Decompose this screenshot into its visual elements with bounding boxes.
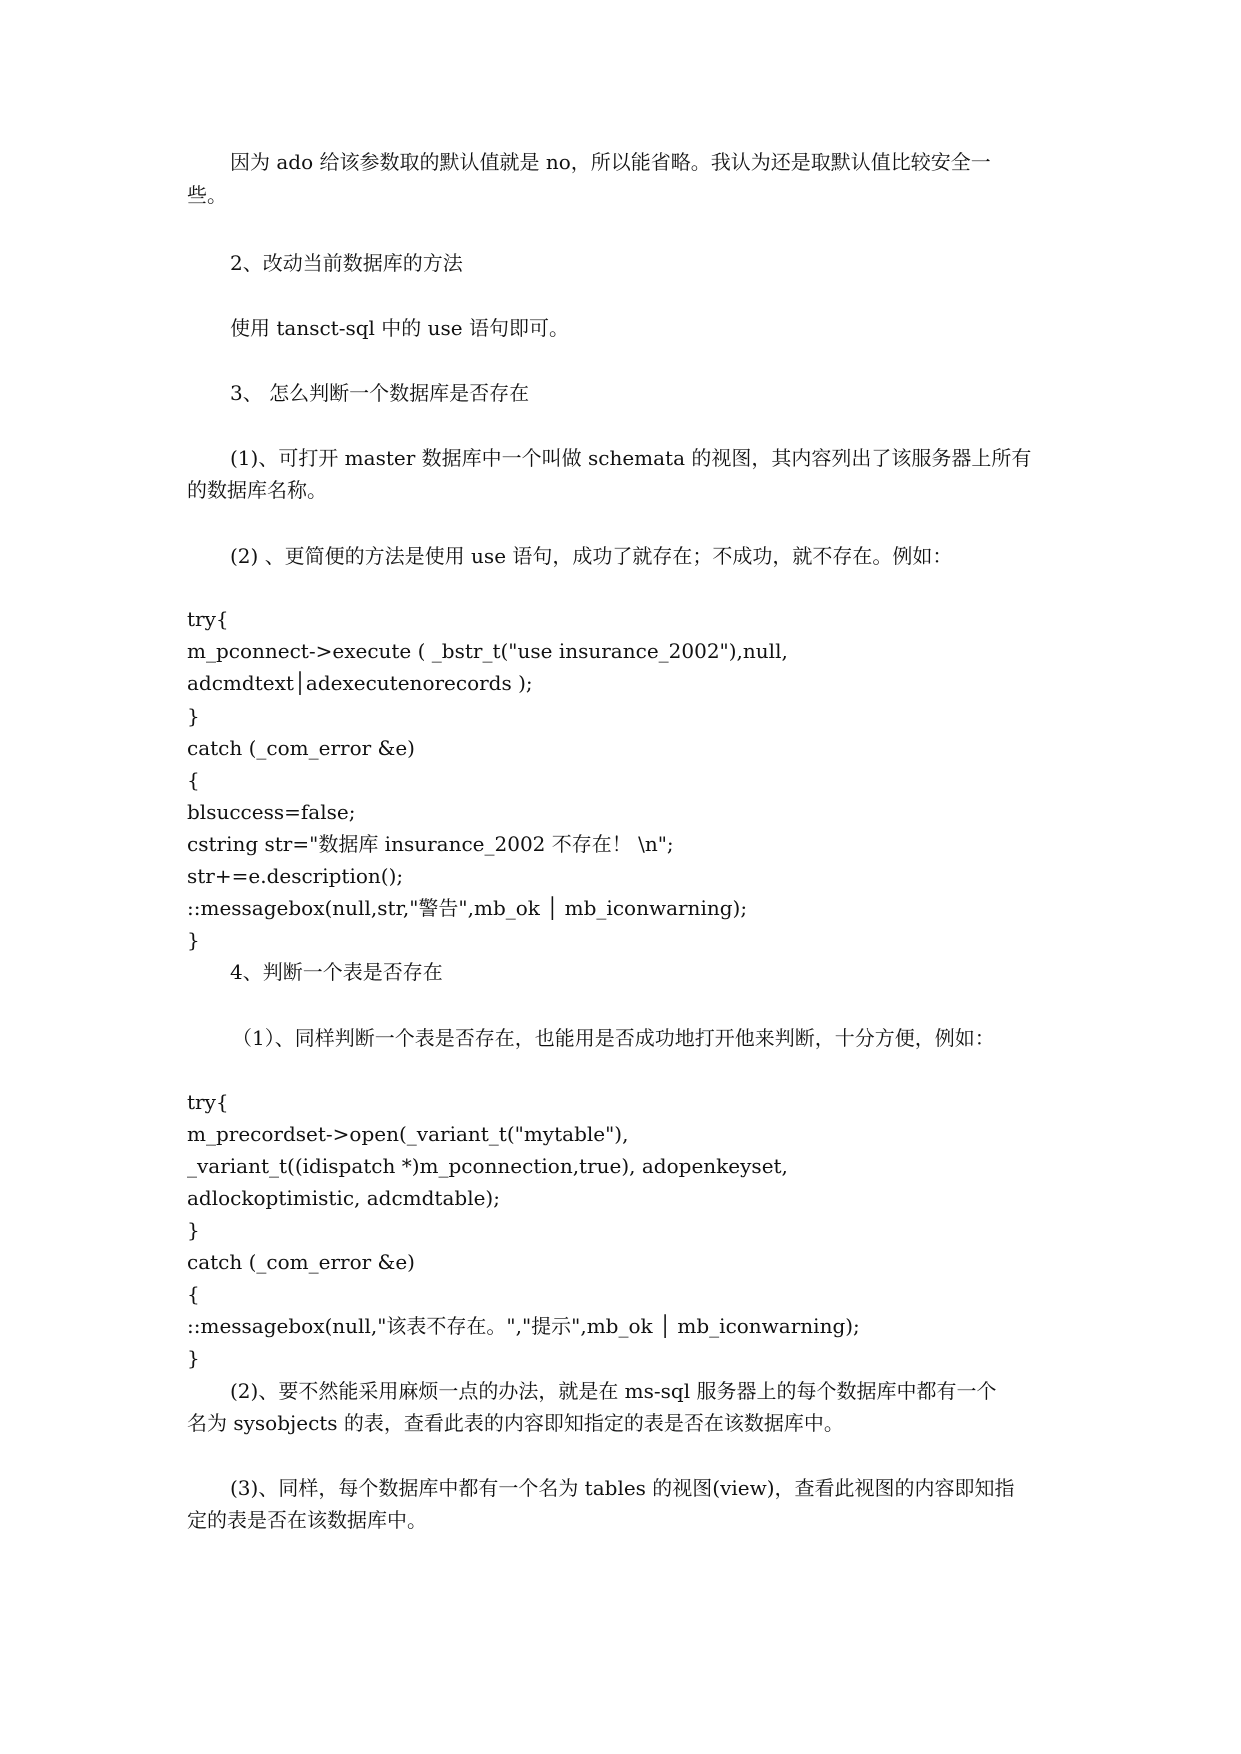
paragraph-tables-view-line1: (3)、同样，每个数据库中都有一个名为 tables 的视图(view)，查看此视图的内容即知指 — [230, 1476, 1015, 1500]
code-line: try{ — [187, 607, 229, 631]
code-line: m_pconnect->execute ( _bstr_t("use insurance_2002"),null, — [187, 639, 788, 663]
paragraph-use-method: (2) 、更简便的方法是使用 use 语句，成功了就存在；不成功，就不存在。例如： — [230, 544, 953, 568]
code-line: catch (_com_error &e) — [187, 736, 415, 760]
paragraph-sysobjects-line2: 名为 sysobjects 的表，查看此表的内容即知指定的表是否在该数据库中。 — [187, 1411, 844, 1435]
code-line: } — [187, 1346, 200, 1370]
code-line: try{ — [187, 1090, 229, 1114]
code-line: m_precordset->open(_variant_t("mytable"), — [187, 1122, 629, 1146]
code-line: { — [187, 1282, 200, 1306]
paragraph-use-statement: 使用 tansct-sql 中的 use 语句即可。 — [230, 316, 569, 340]
code-line: { — [187, 768, 200, 792]
paragraph-schemata-line1: (1)、可打开 master 数据库中一个叫做 schemata 的视图，其内容列出了该服务器上所有 — [230, 446, 1032, 470]
code-line: adlockoptimistic, adcmdtable); — [187, 1186, 500, 1210]
code-line: cstring str="数据库 insurance_2002 不存在！ \n"; — [187, 832, 674, 856]
code-line: ::messagebox(null,str,"警告",mb_ok │ mb_iconwarning); — [187, 896, 748, 920]
heading-change-database: 2、改动当前数据库的方法 — [230, 251, 463, 275]
code-line: ::messagebox(null,"该表不存在。","提示",mb_ok │ mb_iconwarning); — [187, 1314, 860, 1338]
code-line: } — [187, 928, 200, 952]
heading-check-table-exists: 4、判断一个表是否存在 — [230, 960, 443, 984]
paragraph-ado-default-line1: 因为 ado 给该参数取的默认值就是 no，所以能省略。我认为还是取默认值比较安全一 — [230, 150, 991, 174]
heading-check-database-exists: 3、 怎么判断一个数据库是否存在 — [230, 381, 530, 405]
code-line: } — [187, 704, 200, 728]
code-line: str+=e.description(); — [187, 864, 404, 888]
paragraph-tables-view-line2: 定的表是否在该数据库中。 — [187, 1508, 427, 1532]
code-line: _variant_t((idispatch *)m_pconnection,true), adopenkeyset, — [187, 1154, 788, 1178]
paragraph-schemata-line2: 的数据库名称。 — [187, 478, 327, 502]
code-line: } — [187, 1218, 200, 1242]
code-line: adcmdtext│adexecutenorecords ); — [187, 671, 533, 695]
code-line: blsuccess=false; — [187, 800, 356, 824]
paragraph-sysobjects-line1: (2)、要不然能采用麻烦一点的办法，就是在 ms-sql 服务器上的每个数据库中都有一个 — [230, 1379, 997, 1403]
paragraph-open-table: （1）、同样判断一个表是否存在，也能用是否成功地打开他来判断，十分方便，例如： — [232, 1026, 995, 1050]
code-line: catch (_com_error &e) — [187, 1250, 415, 1274]
paragraph-ado-default-line2: 些。 — [187, 183, 227, 207]
